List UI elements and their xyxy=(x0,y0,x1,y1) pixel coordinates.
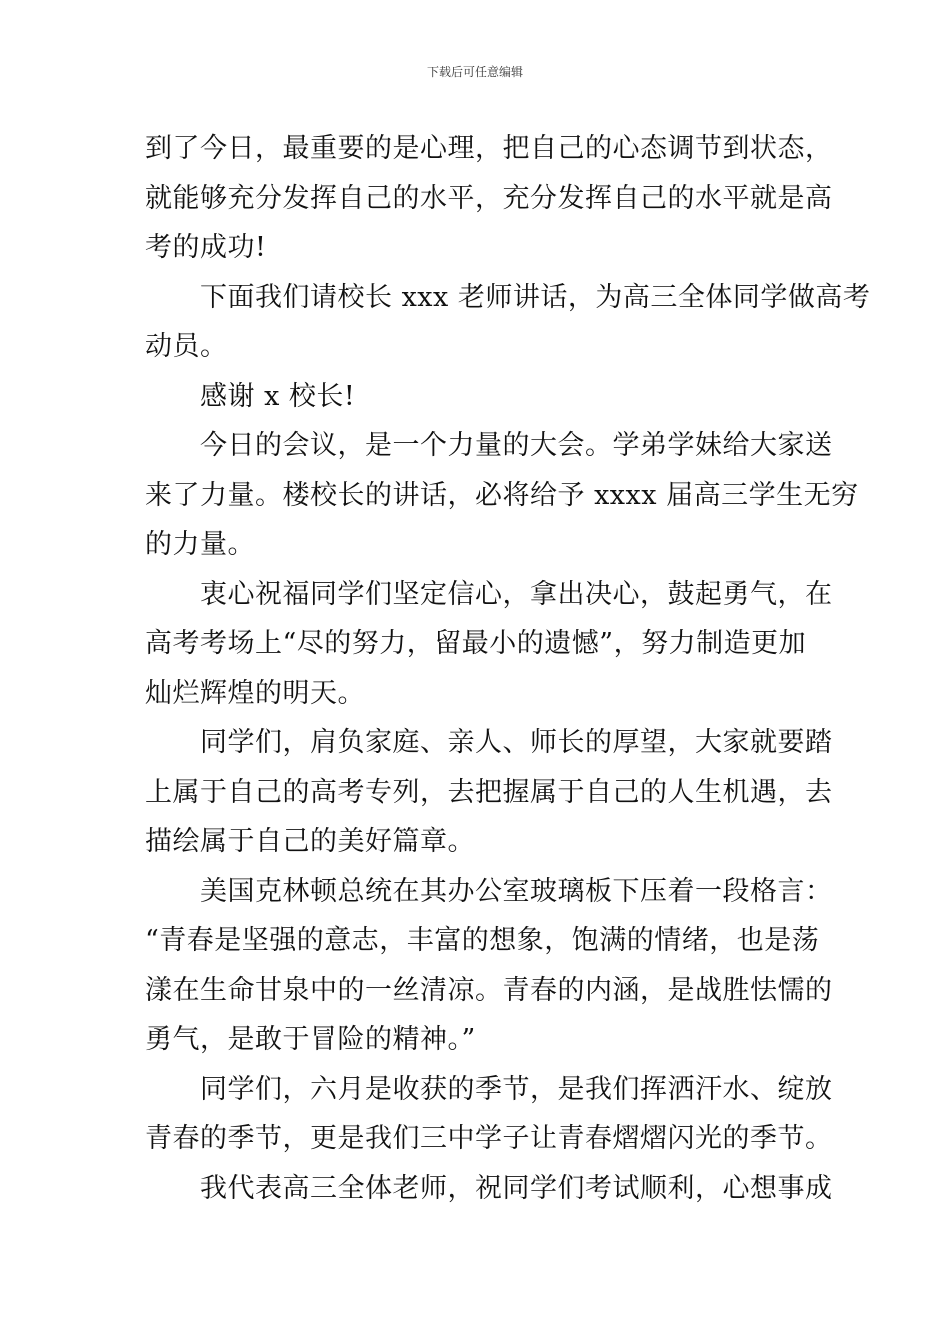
text-line: 就能够充分发挥自己的水平，充分发挥自己的水平就是高 xyxy=(145,182,833,214)
text-line: 灿烂辉煌的明天。 xyxy=(145,677,365,709)
paragraph xyxy=(145,421,859,570)
text-line: 青春的季节，更是我们三中学子让青春熠熠闪光的季节。 xyxy=(145,1123,833,1154)
paragraph xyxy=(145,867,833,1065)
paragraph xyxy=(145,1065,833,1164)
text-line: “青春是坚强的意志，丰富的想象，饱满的情绪，也是荡 xyxy=(145,925,820,956)
text-line: 的力量。 xyxy=(145,529,255,560)
paragraph xyxy=(145,273,871,372)
text-line: 漾在生命甘泉中的一丝清凉。青春的内涵，是战胜怯懦的 xyxy=(145,974,833,1006)
text-line: 到了今日，最重要的是心理，把自己的心态调节到状态， xyxy=(145,133,833,164)
text-line: 感谢 x 校长! xyxy=(145,380,356,412)
text-line: 同学们，肩负家庭、亲人、师长的厚望，大家就要踏 xyxy=(145,727,833,758)
text-line: 上属于自己的高考专列，去把握属于自己的人生机遇，去 xyxy=(145,776,833,808)
text-line: 美国克林顿总统在其办公室玻璃板下压着一段格言： xyxy=(145,875,833,907)
text-line: 衷心祝福同学们坚定信心，拿出决心，鼓起勇气，在 xyxy=(145,578,833,610)
text-line: 考的成功! xyxy=(145,232,267,263)
text-line: 动员。 xyxy=(145,331,228,362)
paragraph xyxy=(145,718,833,867)
text-line: 今日的会议，是一个力量的大会。学弟学妹给大家送 xyxy=(145,430,833,461)
header-note: 下载后可任意编辑 xyxy=(426,65,523,79)
paragraph xyxy=(145,1164,833,1214)
text-line: 下面我们请校长 xxx 老师讲话，为高三全体同学做高考 xyxy=(145,281,871,313)
document-body xyxy=(145,124,871,1213)
text-line: 勇气，是敢于冒险的精神。” xyxy=(145,1024,476,1055)
paragraph xyxy=(145,372,807,422)
paragraph xyxy=(145,570,833,719)
text-line: 描绘属于自己的美好篇章。 xyxy=(145,826,475,857)
text-line: 高考考场上“尽的努力，留最小的遗憾”，努力制造更加 xyxy=(145,628,807,659)
text-line: 同学们，六月是收获的季节，是我们挥洒汗水、绽放 xyxy=(145,1073,833,1105)
text-line: 来了力量。楼校长的讲话，必将给予 xxxx 届高三学生无穷 xyxy=(145,479,859,511)
text-line: 我代表高三全体老师，祝同学们考试顺利，心想事成 xyxy=(145,1172,833,1204)
paragraph xyxy=(145,124,833,273)
